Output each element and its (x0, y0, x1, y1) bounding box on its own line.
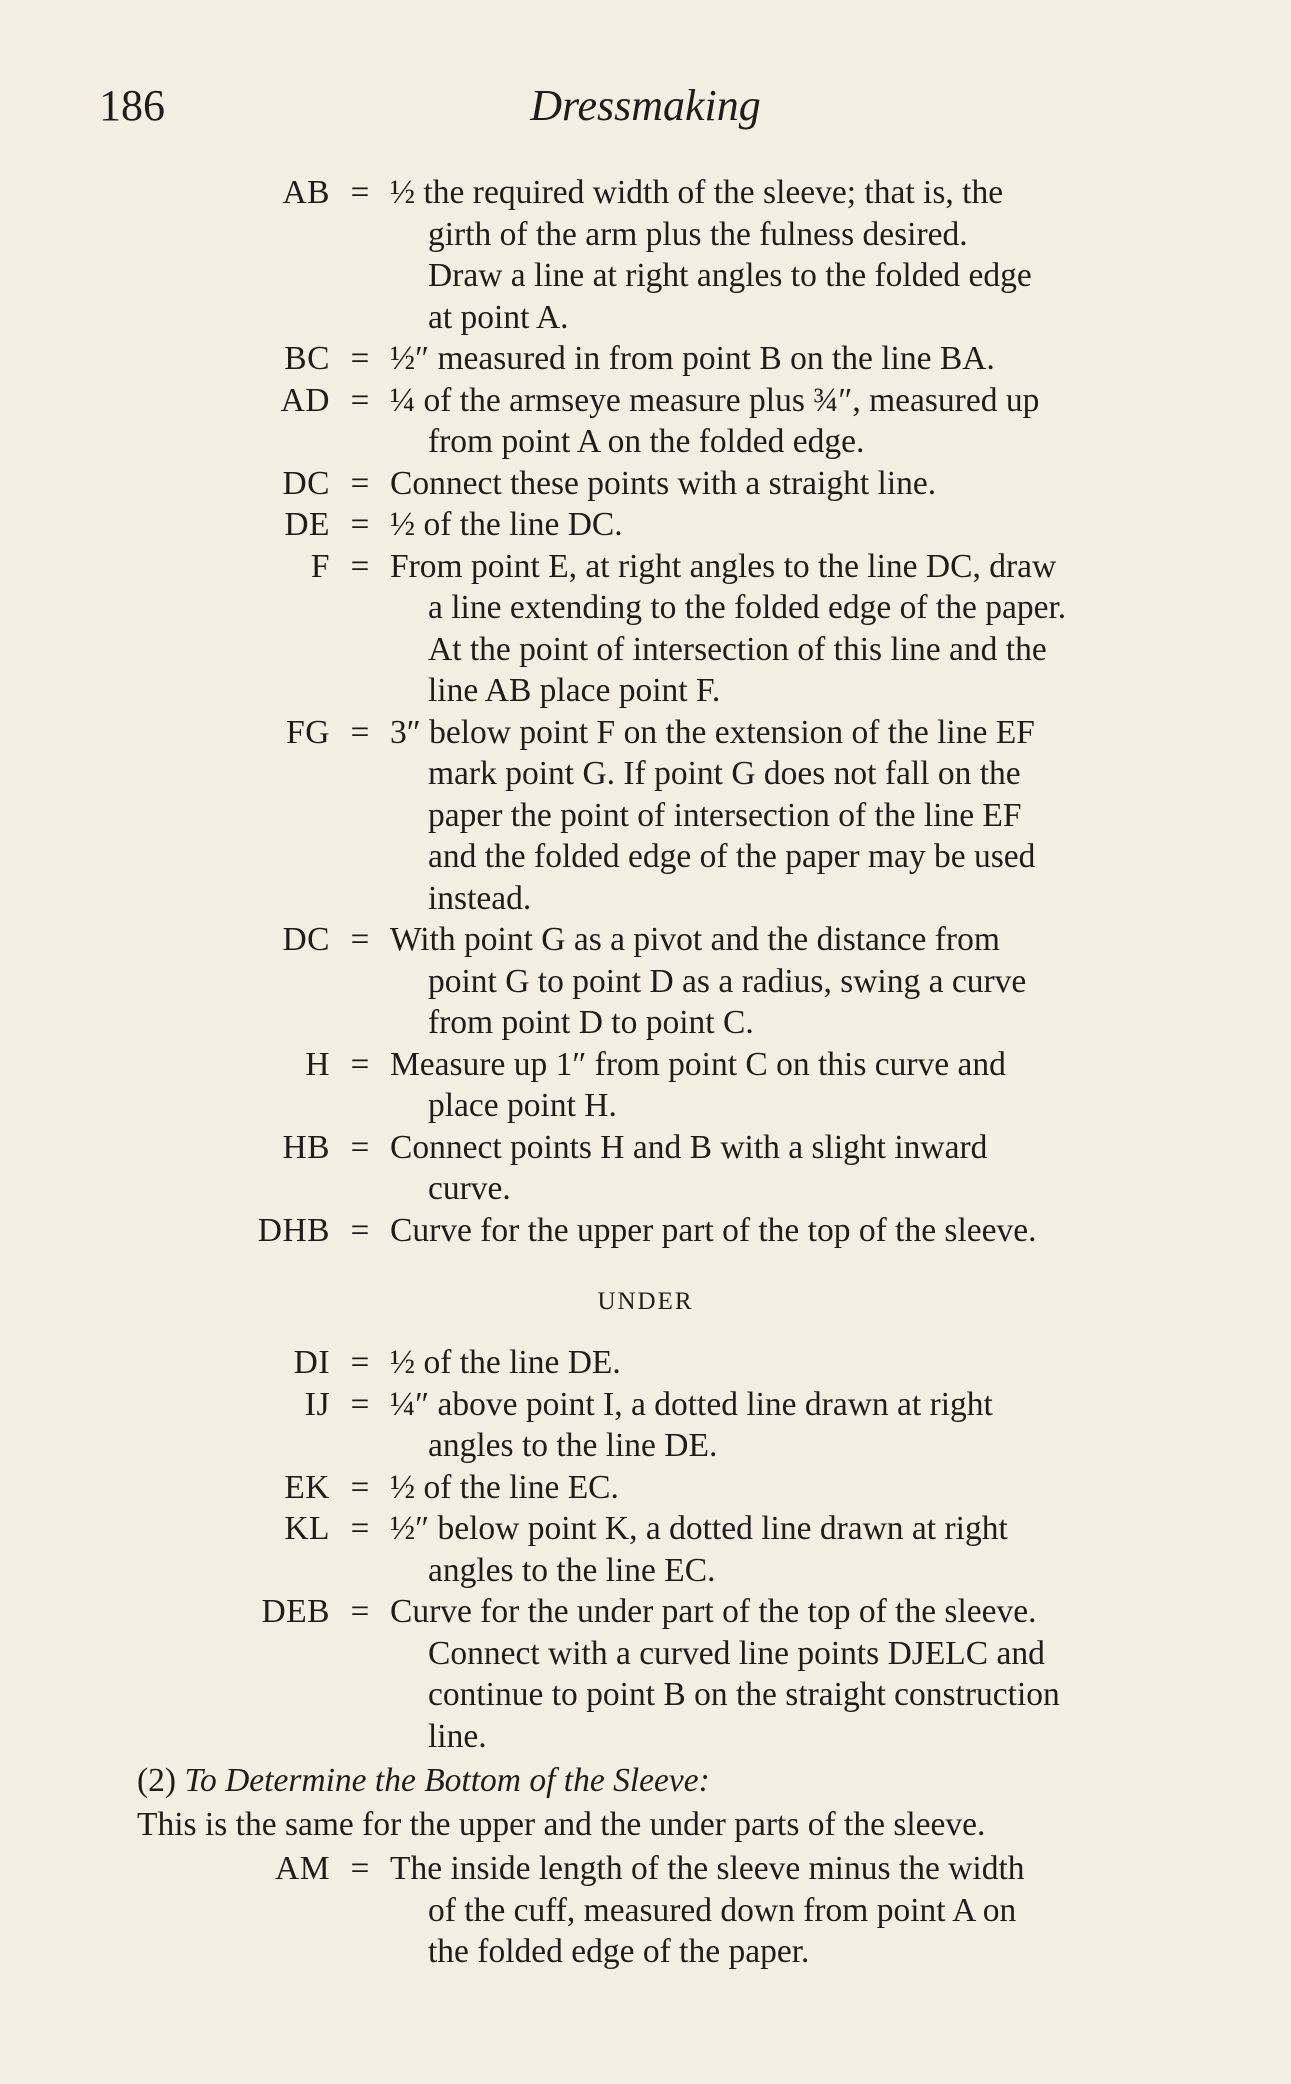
definition-row (0, 712, 1291, 920)
definition-text (390, 546, 1204, 712)
definition-line: Connect these points with a straight line. (390, 464, 937, 502)
definition-label: IJ (304, 1385, 330, 1423)
definition-line: ½ the required width of the sleeve; that is, the (390, 174, 1004, 211)
section-heading-under: UNDER (597, 1288, 694, 1315)
equals-sign: = (350, 340, 370, 377)
definition-line: Measure up 1″ from point C on this curve and (390, 1045, 1006, 1083)
definition-label: HB (282, 1128, 330, 1166)
subsection-number: (2) (137, 1762, 177, 1799)
definition-line: Connect with a curved line points DJELC and (428, 1634, 1045, 1672)
page-header (0, 80, 1291, 140)
equals-sign: = (350, 1344, 370, 1381)
definition-label: DEB (261, 1593, 330, 1630)
definition-line: ½ of the line DE. (390, 1344, 621, 1381)
definition-row (0, 1127, 1291, 1210)
definition-label: FG (286, 713, 330, 751)
definition-line: Curve for the upper part of the top of the sleeve. (390, 1211, 1037, 1249)
definition-line: from point A on the folded edge. (428, 423, 865, 460)
definition-text (390, 1467, 1204, 1509)
definition-label: AD (280, 381, 330, 419)
definition-row (0, 1848, 1291, 1973)
under-definitions-list (0, 1342, 1291, 1757)
definition-line: of the cuff, measured down from point A on (428, 1891, 1017, 1929)
equals-sign: = (350, 921, 370, 958)
definition-text (390, 1342, 1204, 1384)
definition-label: AM (275, 1850, 330, 1887)
equals-sign: = (350, 174, 370, 211)
definition-label: H (305, 1045, 330, 1083)
definition-label: EK (284, 1468, 330, 1506)
definition-row (0, 338, 1291, 380)
equals-sign: = (350, 1468, 370, 1506)
definition-line: girth of the arm plus the fulness desired. (428, 215, 968, 253)
upper-definitions-list (0, 172, 1291, 1251)
definition-label: DI (293, 1344, 330, 1381)
definition-label: DE (284, 506, 330, 543)
definition-text (390, 338, 1204, 380)
equals-sign: = (350, 381, 370, 419)
definition-row (0, 1591, 1291, 1757)
definition-line: angles to the line EC. (428, 1551, 716, 1589)
definition-text (390, 1044, 1204, 1127)
definition-line: the folded edge of the paper. (428, 1933, 810, 1970)
definition-text (390, 712, 1204, 920)
definition-row (0, 504, 1291, 546)
definition-text (390, 1848, 1204, 1973)
definition-row (0, 172, 1291, 338)
definition-label: DHB (257, 1211, 330, 1249)
definition-row (0, 1342, 1291, 1384)
equals-sign: = (350, 506, 370, 543)
definition-line: and the folded edge of the paper may be used (428, 838, 1036, 875)
definition-line: instead. (428, 879, 532, 917)
definition-label: DC (282, 921, 330, 958)
definition-line: paper the point of intersection of the line EF (428, 796, 1022, 834)
definition-line: ½″ measured in from point B on the line BA. (390, 340, 995, 377)
definition-line: The inside length of the sleeve minus the width (390, 1850, 1025, 1887)
am-definition (0, 1848, 1291, 1973)
subsection-title: To Determine the Bottom of the Sleeve: (184, 1762, 710, 1799)
definition-line: Connect points H and B with a slight inward (390, 1128, 988, 1166)
definition-text (390, 172, 1204, 338)
definition-line: point G to point D as a radius, swing a curve (428, 962, 1027, 1000)
equals-sign: = (350, 713, 370, 751)
definition-row (0, 1508, 1291, 1591)
definition-line: angles to the line DE. (428, 1427, 718, 1464)
equals-sign: = (350, 1211, 370, 1249)
definition-line: at point A. (428, 298, 569, 336)
equals-sign: = (350, 1045, 370, 1083)
definition-row (0, 546, 1291, 712)
definition-text (390, 380, 1204, 463)
definition-row (0, 1467, 1291, 1509)
definition-line: curve. (428, 1170, 511, 1207)
equals-sign: = (350, 1510, 370, 1547)
definition-line: With point G as a pivot and the distance from (390, 921, 1000, 958)
definition-text (390, 1127, 1204, 1210)
definition-row (0, 919, 1291, 1044)
definition-line: continue to point B on the straight construction (428, 1676, 1060, 1713)
definition-row (0, 380, 1291, 463)
intro-paragraph: This is the same for the upper and the under parts of the sleeve. (137, 1806, 986, 1843)
definition-row (0, 1210, 1291, 1252)
definition-text (390, 463, 1204, 505)
subsection-heading (137, 1762, 710, 1800)
definition-line: ½″ below point K, a dotted line drawn at right (390, 1510, 1008, 1547)
definition-label: BC (284, 340, 330, 377)
definition-label: F (310, 547, 330, 585)
definition-label: KL (284, 1510, 330, 1547)
definition-line: ¼ of the armseye measure plus ¾″, measured up (390, 381, 1040, 419)
definition-text (390, 1384, 1204, 1467)
equals-sign: = (350, 1385, 370, 1423)
equals-sign: = (350, 1593, 370, 1630)
definition-label: AB (282, 174, 330, 211)
equals-sign: = (350, 547, 370, 585)
definition-text (390, 919, 1204, 1044)
definition-line: from point D to point C. (428, 1004, 754, 1041)
definition-text (390, 1508, 1204, 1591)
definition-text (390, 1210, 1204, 1252)
definition-line: At the point of intersection of this line and the (428, 630, 1047, 668)
definition-row (0, 463, 1291, 505)
definition-line: ½ of the line DC. (390, 506, 623, 543)
definition-label: DC (282, 464, 330, 502)
definition-text (390, 504, 1204, 546)
definition-line: From point E, at right angles to the line DC, draw (390, 547, 1057, 585)
definition-line: a line extending to the folded edge of the paper. (428, 589, 1067, 626)
definition-text (390, 1591, 1204, 1757)
page-number: 186 (99, 81, 165, 130)
definition-line: place point H. (428, 1087, 617, 1124)
definition-line: ½ of the line EC. (390, 1468, 619, 1506)
running-title: Dressmaking (530, 81, 761, 130)
definition-row (0, 1044, 1291, 1127)
definition-line: line AB place point F. (428, 672, 721, 709)
definition-line: 3″ below point F on the extension of the line EF (390, 713, 1035, 751)
definition-line: Draw a line at right angles to the folded edge (428, 257, 1032, 294)
equals-sign: = (350, 1850, 370, 1887)
equals-sign: = (350, 1128, 370, 1166)
definition-line: Curve for the under part of the top of the sleeve. (390, 1593, 1037, 1630)
definition-line: mark point G. If point G does not fall on the (428, 755, 1021, 792)
definition-line: line. (428, 1717, 487, 1755)
definition-line: ¼″ above point I, a dotted line drawn at right (390, 1385, 993, 1423)
equals-sign: = (350, 464, 370, 502)
definition-row (0, 1384, 1291, 1467)
